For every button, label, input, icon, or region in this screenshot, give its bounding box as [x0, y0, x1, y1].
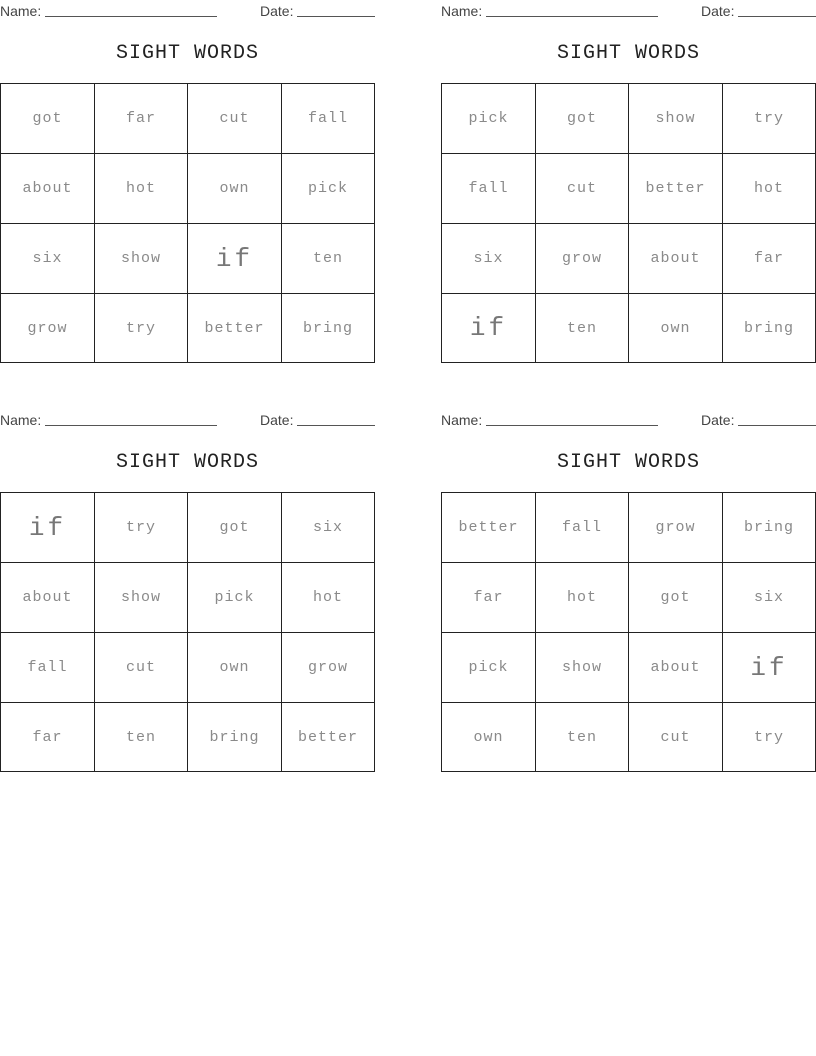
- word-cell: far: [723, 224, 815, 294]
- word-cell: got: [1, 84, 95, 154]
- word-grid: [441, 83, 816, 363]
- word-cell: own: [188, 633, 282, 703]
- word-cell: show: [629, 84, 723, 154]
- word-cell: about: [629, 224, 723, 294]
- word-cell: show: [95, 224, 188, 294]
- word-cell: six: [282, 493, 374, 563]
- date-blank-line[interactable]: [738, 425, 816, 426]
- word-cell: cut: [629, 703, 723, 771]
- word-cell: if: [188, 224, 282, 294]
- word-cell: try: [95, 493, 188, 563]
- date-blank-line[interactable]: [738, 16, 816, 17]
- word-cell: hot: [723, 154, 815, 224]
- card-title: SIGHT WORDS: [556, 451, 701, 474]
- date-blank-line[interactable]: [297, 16, 375, 17]
- date-label: Date:: [260, 3, 294, 19]
- word-cell: pick: [442, 633, 536, 703]
- word-cell: six: [442, 224, 536, 294]
- word-cell: grow: [629, 493, 723, 563]
- word-cell: fall: [442, 154, 536, 224]
- word-cell: pick: [442, 84, 536, 154]
- name-label: Name:: [0, 412, 42, 428]
- word-cell: try: [95, 294, 188, 362]
- word-cell: ten: [536, 703, 629, 771]
- word-cell: better: [297, 728, 358, 746]
- word-cell: six: [1, 224, 95, 294]
- name-date-header: [441, 409, 816, 429]
- word-cell: better: [442, 493, 536, 563]
- word-cell: try: [723, 84, 815, 154]
- word-cell: own: [442, 703, 536, 771]
- name-label: Name:: [0, 3, 42, 19]
- word-cell: hot: [536, 563, 629, 633]
- word-cell: six: [723, 563, 815, 633]
- word-cell: grow: [1, 294, 95, 362]
- word-cell: far: [1, 703, 95, 771]
- card-title: SIGHT WORDS: [115, 451, 260, 474]
- name-label: Name:: [441, 412, 483, 428]
- word-cell: about: [1, 154, 95, 224]
- word-cell: hot: [95, 154, 188, 224]
- word-cell: cut: [536, 154, 629, 224]
- word-cell: about: [1, 563, 95, 633]
- word-grid: [0, 492, 375, 772]
- word-cell: ten: [282, 224, 374, 294]
- word-cell: bring: [723, 493, 815, 563]
- word-cell: cut: [95, 633, 188, 703]
- word-cell: own: [188, 154, 282, 224]
- word-cell: ten: [536, 294, 629, 362]
- name-date-header: [0, 409, 375, 429]
- word-cell: hot: [282, 563, 374, 633]
- name-date-header: [441, 0, 816, 20]
- word-cell: bring: [188, 703, 282, 771]
- word-cell: grow: [536, 224, 629, 294]
- word-cell: fall: [1, 633, 95, 703]
- name-blank-line[interactable]: [486, 16, 658, 17]
- word-cell: show: [536, 633, 629, 703]
- word-cell: got: [629, 563, 723, 633]
- word-cell: better: [188, 294, 282, 362]
- word-cell: far: [442, 563, 536, 633]
- card-title: SIGHT WORDS: [115, 42, 260, 65]
- word-cell: fall: [536, 493, 629, 563]
- word-cell: got: [536, 84, 629, 154]
- name-blank-line[interactable]: [45, 425, 217, 426]
- word-cell: ten: [95, 703, 188, 771]
- name-blank-line[interactable]: [486, 425, 658, 426]
- word-cell: far: [95, 84, 188, 154]
- name-date-header: [0, 0, 375, 20]
- word-cell: pick: [188, 563, 282, 633]
- word-grid: [0, 83, 375, 363]
- word-cell: if: [723, 633, 815, 703]
- word-cell: if: [442, 294, 536, 362]
- word-cell: bring: [302, 319, 353, 337]
- word-cell: try: [753, 728, 784, 746]
- name-label: Name:: [441, 3, 483, 19]
- word-cell: fall: [282, 84, 374, 154]
- word-cell: cut: [188, 84, 282, 154]
- word-cell: better: [629, 154, 723, 224]
- word-grid: [441, 492, 816, 772]
- word-cell: show: [95, 563, 188, 633]
- word-cell: pick: [282, 154, 374, 224]
- date-label: Date:: [260, 412, 294, 428]
- date-label: Date:: [701, 3, 735, 19]
- word-cell: own: [629, 294, 723, 362]
- word-cell: about: [629, 633, 723, 703]
- word-cell: got: [188, 493, 282, 563]
- word-cell: bring: [743, 319, 794, 337]
- word-cell: grow: [282, 633, 374, 703]
- word-cell: if: [1, 493, 95, 563]
- name-blank-line[interactable]: [45, 16, 217, 17]
- date-label: Date:: [701, 412, 735, 428]
- card-title: SIGHT WORDS: [556, 42, 701, 65]
- date-blank-line[interactable]: [297, 425, 375, 426]
